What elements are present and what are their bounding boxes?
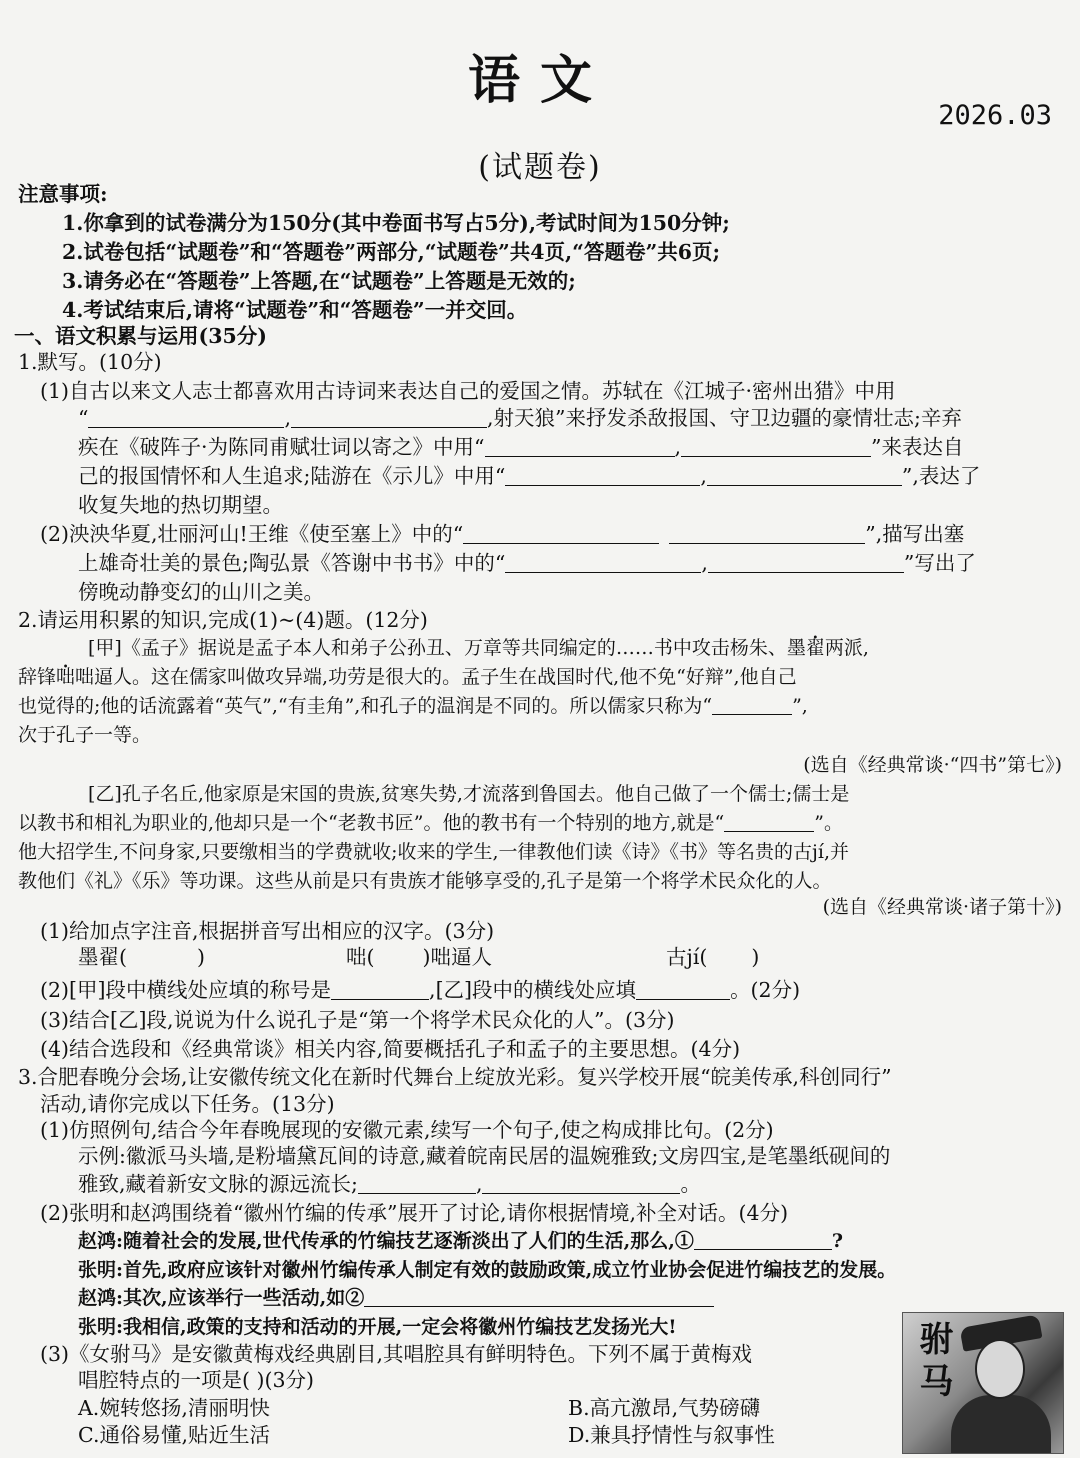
page-subtitle: (试题卷) <box>478 150 602 185</box>
text: ? <box>831 1230 844 1252</box>
notice-item: 4.考试结束后,请将“试题卷”和“答题卷”一并交回。 <box>62 298 528 322</box>
option-d[interactable]: D.兼具抒情性与叙事性 <box>568 1423 775 1447</box>
q2-sub3: (3)结合[乙]段,说说为什么说孔子是“第一个将学术民众化的人”。(3分) <box>40 1008 675 1032</box>
text: ,射天狼”来抒发杀敌报国、守卫边疆的豪情壮志;辛弃 <box>487 406 962 430</box>
passage-yi-line: 教他们《礼》《乐》等功课。这些从前是只有贵族才能够享受的,孔子是第一个将学术民众化的人。 <box>18 870 832 892</box>
option-b[interactable]: B.高亢激昂,气势磅礴 <box>568 1396 761 1420</box>
figure-robe <box>951 1395 1051 1454</box>
dotted-char: 咄 <box>56 666 76 688</box>
text: 己的报国情怀和人生追求;陆游在《示儿》中用“ <box>78 464 506 488</box>
text: ”,描写出塞 <box>865 522 965 546</box>
q3-sub2: (2)张明和赵鸿围绕着“徽州竹编的传承”展开了讨论,请你根据情境,补全对话。(4分) <box>40 1201 789 1225</box>
text: (2)[甲]段中横线处应填的称号是 <box>40 978 332 1002</box>
q2-sub1-item <box>346 943 492 972</box>
dialogue-line <box>78 1284 714 1313</box>
text: , <box>475 1172 483 1196</box>
q1-part2-line <box>40 520 964 549</box>
figure-face <box>975 1339 1025 1399</box>
text: , <box>674 435 682 459</box>
text: 赵鸿:随着社会的发展,世代传承的竹编技艺逐渐淡出了人们的生活,那么,① <box>78 1230 694 1252</box>
q2-sub2 <box>40 976 800 1005</box>
text: 赵鸿:其次,应该举行一些活动,如② <box>78 1287 365 1309</box>
notice-heading: 注意事项: <box>18 182 108 206</box>
exam-date: 2026.03 <box>938 100 1052 131</box>
text: , <box>701 551 708 575</box>
notice-item: 1.你拿到的试卷满分为150分(其中卷面书写占5分),考试时间为150分钟; <box>62 211 730 235</box>
answer-blank[interactable] <box>669 521 865 544</box>
question-1-stem: 1.默写。(10分) <box>18 350 162 374</box>
option-a[interactable]: A.婉转悠扬,清丽明快 <box>78 1396 270 1420</box>
text: 上雄奇壮美的景色;陶弘景《答谢中书书》中的“ <box>78 551 506 575</box>
text: 。(2分) <box>730 978 801 1002</box>
answer-blank[interactable] <box>463 521 659 544</box>
text: ”来表达自 <box>871 435 964 459</box>
text: 以教书和相礼为职业的,他却只是一个“老教书匠”。他的教书有一个特别的地方,就是“ <box>18 812 725 834</box>
dialogue-line: 张明:首先,政府应该针对徽州竹编传承人制定有效的鼓励政策,成立竹业协会促进竹编技艺的发展。 <box>78 1259 897 1281</box>
source-citation: (选自《经典常谈·诸子第十》) <box>822 896 1062 918</box>
q3-sub1: (1)仿照例句,结合今年春晚展现的安徽元素,续写一个句子,使之构成排比句。(2分) <box>40 1118 774 1142</box>
answer-blank[interactable] <box>505 550 701 573</box>
text: ) <box>751 945 760 969</box>
answer-blank[interactable] <box>681 434 871 457</box>
answer-blank[interactable] <box>724 809 814 832</box>
text: 两派, <box>824 637 869 659</box>
photo-calligraphy: 驸马 <box>913 1321 953 1405</box>
text: “ <box>78 406 89 430</box>
q1-part1-line <box>78 462 980 491</box>
text: ”。 <box>814 812 843 834</box>
passage-jia-line <box>88 634 869 663</box>
text: (2)泱泱华夏,壮丽河山!王维《使至塞上》中的“ <box>40 522 464 546</box>
q1-part2-line <box>78 549 976 578</box>
answer-blank[interactable] <box>364 1284 714 1307</box>
q1-part1-line: (1)自古以来文人志士都喜欢用古诗词来表达自己的爱国之情。苏轼在《江城子·密州出猎》中用 <box>40 379 896 403</box>
q1-part1-line <box>78 433 964 462</box>
text: ”,表达了 <box>901 464 981 488</box>
notice-item: 3.请务必在“答题卷”上答题,在“试题卷”上答题是无效的; <box>62 269 576 293</box>
answer-blank[interactable] <box>291 405 487 428</box>
passage-yi-line <box>18 809 843 838</box>
q2-sub1-item <box>78 943 205 972</box>
answer-blank[interactable] <box>482 1171 680 1194</box>
text: 辞锋 <box>18 666 57 688</box>
answer-blank[interactable] <box>708 550 904 573</box>
answer-blank[interactable] <box>331 977 429 1000</box>
answer-blank[interactable] <box>505 463 700 486</box>
text: 咄逼人。这在儒家叫做攻异端,功劳是很大的。孟子生在战国时代,他不免“好辩”,他自己 <box>75 666 797 688</box>
question-3-stem: 活动,请你完成以下任务。(13分) <box>40 1092 335 1116</box>
text: [甲]《孟子》据说是孟子本人和弟子公孙丑、万章等共同编定的……书中攻击杨朱、墨 <box>88 637 806 659</box>
option-c[interactable]: C.通俗易懂,贴近生活 <box>78 1423 270 1447</box>
answer-blank[interactable] <box>485 434 675 457</box>
question-3-stem: 3.合肥春晚分会场,让安徽传统文化在新时代舞台上绽放光彩。复兴学校开展“皖美传承,科创同行” <box>18 1065 892 1089</box>
dotted-char: 翟 <box>805 637 825 659</box>
text: 古jí( <box>666 945 708 969</box>
text: ,[乙]段中的横线处应填 <box>429 978 637 1002</box>
text: 雅致,藏着新安文脉的源远流长; <box>78 1172 358 1196</box>
q2-sub4: (4)结合选段和《经典常谈》相关内容,简要概括孔子和孟子的主要思想。(4分) <box>40 1037 741 1061</box>
text: ) <box>197 945 205 969</box>
text: 。 <box>680 1172 701 1196</box>
q2-sub1: (1)给加点字注音,根据拼音写出相应的汉字。(3分) <box>40 919 495 943</box>
text: ”, <box>792 695 808 717</box>
q1-part2-line: 傍晚动静变幻的山川之美。 <box>78 580 324 604</box>
q3-example <box>78 1170 701 1199</box>
text: ”写出了 <box>903 551 976 575</box>
q1-part1-line: 收复失地的热切期望。 <box>78 493 283 517</box>
page-title: 语文 <box>467 50 612 111</box>
q3-sub3: 唱腔特点的一项是( )(3分) <box>78 1368 315 1392</box>
passage-yi-line: 他大招学生,不问身家,只要缴相当的学费就收;收来的学生,一律教他们读《诗》《书》等名贵的古jí,并 <box>18 841 850 863</box>
text: 墨翟( <box>78 945 127 969</box>
passage-jia-line: 次于孔子一等。 <box>18 724 152 746</box>
passage-jia-line <box>18 692 808 721</box>
section-heading: 一、语文积累与运用(35分) <box>14 324 267 348</box>
answer-blank[interactable] <box>636 977 730 1000</box>
text: )咄逼人 <box>422 945 492 969</box>
text: 疾在《破阵子·为陈同甫赋壮词以寄之》中用“ <box>78 435 485 459</box>
passage-yi-line: [乙]孔子名丘,他家原是宋国的贵族,贫寒失势,才流落到鲁国去。他自己做了一个儒士;儒士是 <box>88 783 850 805</box>
notice-item: 2.试卷包括“试题卷”和“答题卷”两部分,“试题卷”共4页,“答题卷”共6页; <box>62 240 721 264</box>
q2-sub1-item <box>666 943 759 972</box>
dialogue-line <box>78 1227 843 1256</box>
text: 咄( <box>346 945 375 969</box>
answer-blank[interactable] <box>694 1227 832 1250</box>
answer-blank[interactable] <box>712 692 792 715</box>
text: , <box>284 406 292 430</box>
opera-photo <box>902 1312 1064 1454</box>
q1-part1-line <box>78 404 962 433</box>
question-2-stem: 2.请运用积累的知识,完成(1)~(4)题。(12分) <box>18 608 428 632</box>
answer-blank[interactable] <box>88 405 284 428</box>
passage-jia-line <box>18 663 797 692</box>
answer-blank[interactable] <box>358 1171 476 1194</box>
answer-blank[interactable] <box>707 463 902 486</box>
text: , <box>700 464 707 488</box>
source-citation: (选自《经典常谈·“四书”第七》) <box>803 754 1062 776</box>
q3-sub3: (3)《女驸马》是安徽黄梅戏经典剧目,其唱腔具有鲜明特色。下列不属于黄梅戏 <box>40 1342 753 1366</box>
q3-example: 示例:徽派马头墙,是粉墙黛瓦间的诗意,藏着皖南民居的温婉雅致;文房四宝,是笔墨纸砚间的 <box>78 1144 891 1168</box>
text: 也觉得的;他的话流露着“英气”,“有圭角”,和孔子的温润是不同的。所以儒家只称为“ <box>18 695 713 717</box>
dialogue-line: 张明:我相信,政策的支持和活动的开展,一定会将徽州竹编技艺发扬光大! <box>78 1316 677 1338</box>
